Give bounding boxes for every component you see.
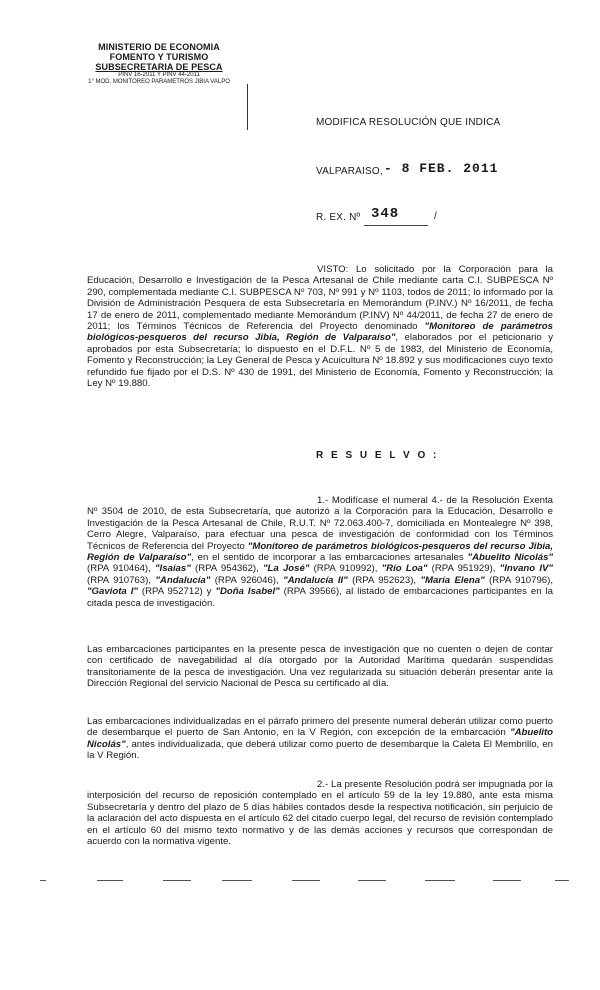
visto-project-name: "Monitoreo de parámetros biológicos-pesqueros del recurso Jibia, Región de Valparaíso" — [87, 321, 554, 344]
visto-paragraph — [87, 264, 553, 389]
subsecretaria-name: SUBSECRETARIA DE PESCA — [95, 62, 223, 72]
boat-rpa: (RPA 910763), — [87, 574, 156, 586]
boat-rpa: (RPA 952712) y — [137, 586, 216, 598]
point-1-lead: 1.- Modifícase el numeral 4.- de la Resolución — [317, 495, 520, 506]
landing-port-paragraph — [87, 716, 553, 762]
resuelvo-heading: R E S U E L V O : — [316, 450, 439, 461]
boat-rpa: (RPA 910464), — [87, 563, 155, 575]
boat-rpa: (RPA 954362), — [190, 563, 263, 575]
rex-label: R. EX. Nº — [316, 212, 361, 223]
boat-name: "Doña Isabel" — [215, 586, 280, 598]
footer-rule — [493, 880, 521, 881]
boat-name: "Andalucía" — [155, 574, 211, 586]
header-margin-line — [247, 84, 248, 130]
footer-rule — [222, 880, 252, 881]
landing-boat-name: "Abuelito Nicolás" — [87, 727, 553, 750]
point-1-text-3: al listado de embarcaciones participantes en la citada pesca de investigación. — [87, 586, 553, 609]
point-1-text-1: Exenta Nº 3504 de 2010, de esta Subsecretaría, que autorizó a la Corporación para la Educación, Desarrollo e Investigación de la Pesca Artesanal de Chile, R.U.T. Nº 72.063.400-7, domiciliada en Montealegre Nº 398, Cerro Alegre, Valparaíso, para efectuar una pesca de investigación de conformidad con los Términos Técnicos de Referencia del Proyecto — [87, 495, 553, 552]
boat-rpa: (RPA 910796), — [484, 574, 553, 586]
point-2-lead: 2.- La presente Resolución podrá ser impugnada — [317, 779, 526, 790]
rex-underline — [364, 225, 428, 226]
boat-name: "Abuelito Nicolás" — [467, 552, 553, 564]
visto-text-2: , elaborados por el peticionario y aprobados por esta Subsecretaría; lo dispuesto en el D.F.L. Nº 5 de 1983, del Ministerio de Economía, Fomento y Reconstrucción; la Ley General de Pesca y Acuicultura Nº 18.892 y sus modificaciones cuyo texto refundido fue fijado por el D.S. Nº 430 de 1991, del Ministerio de Economía, Fomento y Reconstrucción; la Ley Nº 19.880. — [87, 332, 553, 390]
certificate-paragraph — [87, 644, 553, 690]
reference-line-2: 1° MOD. MONITOREO PARAMETROS JIBIA VALPO — [88, 79, 230, 85]
resolution-point-1 — [87, 495, 553, 609]
footer-rule — [555, 880, 569, 881]
certificate-text: Las embarcaciones participantes en la presente pesca de investigación que no cuenten o dejen de contar con certificado de navegabilidad al día otorgado por la Autoridad Marítima quedarán suspendidas transitoriamente de la pesca de investigación. Una vez regularizada su situación deberán presentar ante la Dirección Regional del servicio Nacional de Pesca su certificado al día. — [87, 644, 553, 690]
footer-rule — [163, 880, 191, 881]
place-label: VALPARAISO, — [316, 166, 383, 177]
boat-name: "María Elena" — [420, 574, 485, 586]
resolution-point-2 — [87, 779, 553, 847]
resolution-title: MODIFICA RESOLUCIÓN QUE INDICA — [316, 117, 501, 128]
ministry-fomento: FOMENTO Y TURISMO — [109, 52, 209, 62]
boat-name: "Río Loa" — [381, 563, 428, 575]
boat-rpa: (RPA 951929), — [427, 563, 500, 575]
footer-rule — [97, 880, 123, 881]
landing-text-2: , antes individualizada, que deberá utilizar como puerto de desembarque la Caleta El Membrillo, en la V Región. — [87, 738, 553, 762]
footer-rule — [292, 880, 320, 881]
boat-rpa: (RPA 926046), — [210, 574, 284, 586]
point-2-text: por la interposición del recurso de reposición contemplado en el artículo 59 de la ley 19.880, ante esta misma Subsecretaría y dentro del plazo de 5 días hábiles contados desde la respectiva notificación, sin perjuicio de la aclaración del acto dispuesta en el artículo 62 del citado cuerpo legal, del recurso de revisión contemplado en el artículo 60 del mismo texto normativo y de las demás acciones y recursos que correspondan de acuerdo con la normativa vigente. — [87, 779, 554, 848]
rex-slash: / — [434, 211, 437, 222]
boat-rpa: (RPA 39566), — [279, 586, 342, 598]
visto-text-1: VISTO: Lo solicitado por la Corporación para la Educación, Desarrollo e Investigación de la Pesca Artesanal de Chile mediante carta C.I. SUBPESCA Nº 290, complementada mediante C.I. SUBPESCA Nº 703, Nº 991 y Nº 1103, todos de 2011; lo informado por la División de Administración Pesquera de esta Subsecretaría en Memorándum (P.INV.) Nº 16/2011, de fecha 17 de enero de 2011, complementado mediante Memorándum (P.INV) Nº 44/2011, de fecha 27 de enero de 2011; los Términos Técnicos de Referencia del Proyecto denominado — [87, 264, 553, 333]
boat-name: "Invano IV" — [499, 563, 553, 575]
date-stamp: - 8 FEB. 2011 — [384, 161, 499, 176]
header-block — [68, 42, 250, 86]
ministry-name: MINISTERIO DE ECONOMIA — [98, 42, 220, 52]
point-1-project-name: "Monitoreo de parámetros biológicos-pesqueros del recurso Jibia, Región de Valparaíso" — [87, 540, 553, 564]
point-1-text-2: , en el sentido de incorporar a las embarcaciones artesanales — [191, 552, 468, 564]
boat-name: "Isaías" — [155, 563, 191, 575]
footer-rule — [40, 880, 46, 881]
footer-rule — [425, 880, 455, 881]
footer-rule — [358, 880, 386, 881]
boat-name: "Andalucía II" — [283, 574, 348, 586]
boat-rpa: (RPA 952623), — [347, 574, 421, 586]
boat-rpa: (RPA 910992), — [309, 563, 382, 575]
boat-name: "La José" — [263, 563, 310, 575]
landing-text-1: Las embarcaciones individualizadas en el párrafo primero del presente numeral deberán utilizar como puerto de desembarque el puerto de San Antonio, en la V Región, con excepción de la embarcación — [87, 716, 553, 739]
reference-line-1: PINV 16-2011 Y PINV 44-2011 — [118, 72, 200, 78]
boat-name: "Gaviota I" — [87, 586, 138, 598]
rex-number: 348 — [371, 206, 400, 222]
